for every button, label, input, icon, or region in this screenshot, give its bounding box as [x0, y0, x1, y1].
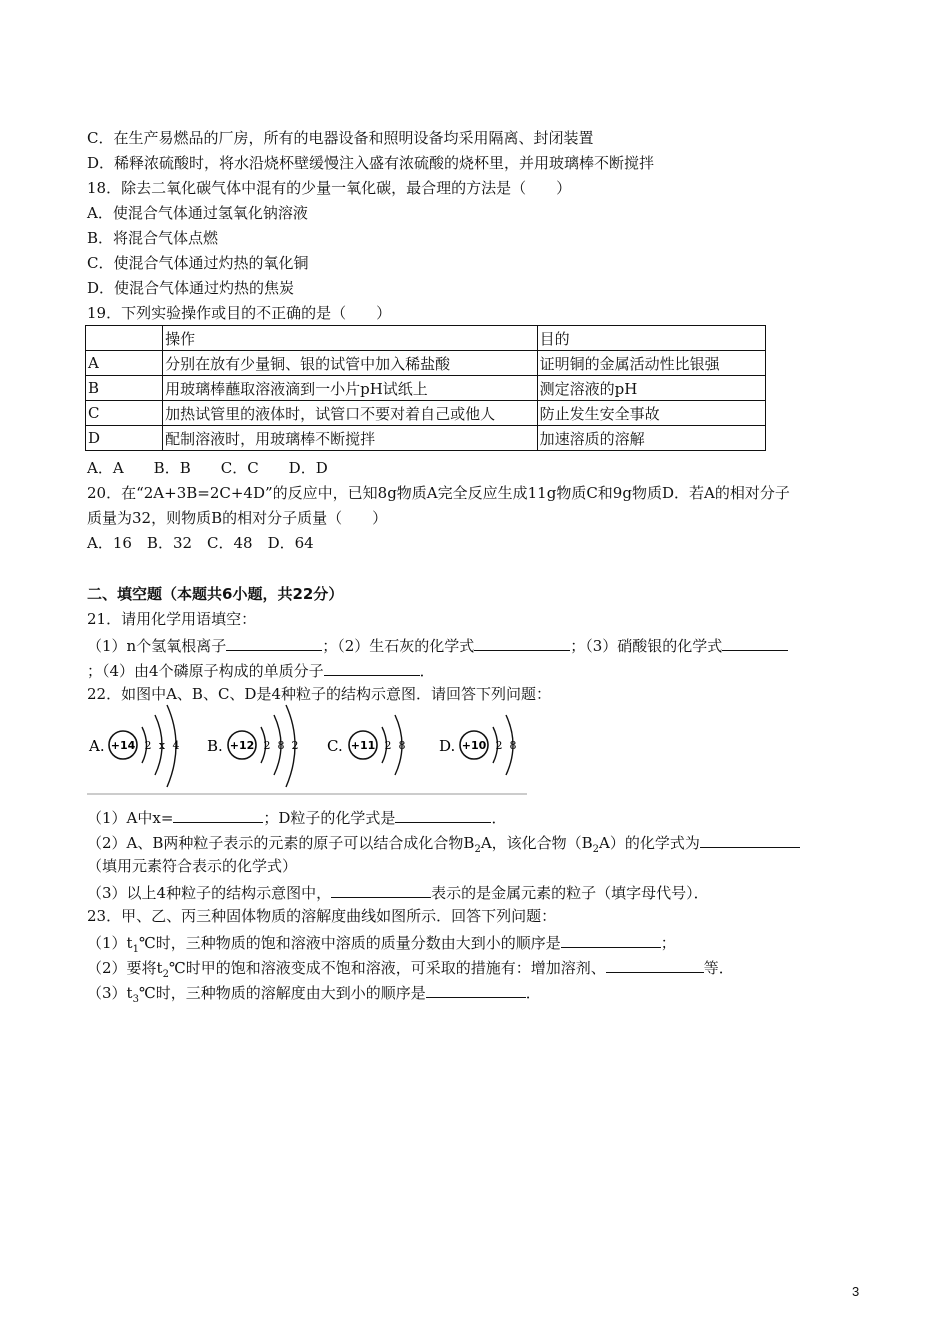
table-row	[86, 401, 766, 426]
table-cell: 防止发生安全事故	[537, 401, 765, 426]
table-cell: 用玻璃棒蘸取溶液滴到一小片pH试纸上	[163, 376, 538, 401]
q21-line2	[87, 659, 435, 681]
q21-end: ．	[419, 662, 435, 680]
q19-options: A．A B．B C．C D．D	[87, 459, 328, 477]
q23-s3-part-a: （3）t	[87, 984, 133, 1002]
answer-blank[interactable]	[561, 931, 661, 948]
q22-s2-part-c: A）的化学式为	[599, 834, 700, 852]
answer-blank[interactable]	[331, 881, 431, 898]
shell-electrons: x	[158, 739, 166, 752]
shell-electrons: 2	[495, 739, 503, 752]
answer-blank[interactable]	[700, 831, 800, 848]
q19-stem: 19．下列实验操作或目的不正确的是（ ）	[87, 304, 392, 322]
shell-electrons: 8	[509, 739, 517, 752]
nucleus-charge: +14	[110, 739, 136, 752]
q23-stem: 23．甲、乙、丙三种固体物质的溶解度曲线如图所示．回答下列问题：	[87, 907, 557, 925]
q22-s1-part-a: （1）A中x=	[87, 809, 174, 827]
table-cell: 加热试管里的液体时，试管口不要对着自己或他人	[163, 401, 538, 426]
particle-label: D.	[439, 737, 456, 755]
particle-c	[327, 715, 406, 775]
answer-blank[interactable]	[324, 659, 420, 676]
table-row	[86, 426, 766, 451]
q22-sub1	[87, 806, 506, 828]
shell-electrons: 2	[263, 739, 271, 752]
nucleus-charge: +11	[350, 739, 376, 752]
subscript: 2	[474, 844, 481, 855]
nucleus-charge: +10	[461, 739, 487, 752]
q18-option-a: A．使混合气体通过氢氧化钠溶液	[87, 204, 308, 222]
table-cell: B	[86, 376, 163, 401]
q22-sub2-line2: （填用元素符合表示的化学式）	[87, 857, 298, 875]
q22-s2-part-a: （2）A、B两种粒子表示的元素的原子可以结合成化合物B	[87, 834, 475, 852]
nucleus-charge: +12	[229, 739, 255, 752]
table-cell: 分别在放有少量铜、银的试管中加入稀盐酸	[163, 351, 538, 376]
page-number: 3	[852, 1284, 860, 1299]
table-cell: 测定溶液的pH	[537, 376, 765, 401]
q22-s1-end: ．	[491, 809, 507, 827]
q21-line1	[87, 634, 788, 656]
q23-s2-end: 等．	[703, 959, 734, 977]
table-cell: D	[86, 426, 163, 451]
q21-stem: 21．请用化学用语填空：	[87, 610, 257, 628]
table-header-cell: 操作	[163, 326, 538, 351]
answer-blank[interactable]	[226, 634, 322, 651]
answer-blank[interactable]	[173, 806, 263, 823]
q18-option-b: B．将混合气体点燃	[87, 229, 219, 247]
particle-label: C.	[327, 737, 343, 755]
table-header-row	[86, 326, 766, 351]
q23-s2-part-a: （2）要将t	[87, 959, 163, 977]
answer-blank[interactable]	[426, 981, 526, 998]
shell-electrons: 8	[398, 739, 406, 752]
q18-option-d: D．使混合气体通过灼热的焦炭	[87, 279, 295, 297]
q22-stem: 22．如图中A、B、C、D是4种粒子的结构示意图．请回答下列问题：	[87, 685, 551, 703]
q23-sub3	[87, 981, 541, 1010]
shell-electrons: 2	[384, 739, 392, 752]
q23-s2-part-b: ℃时甲的饱和溶液变成不饱和溶液，可采取的措施有：增加溶剂、	[168, 959, 606, 977]
section-title: 二、填空题（本题共6小题，共22分）	[87, 585, 344, 603]
q22-s3-part-b: 表示的是金属元素的粒子（填字母代号）．	[431, 884, 709, 902]
q22-s2-part-b: A，该化合物（B	[480, 834, 593, 852]
q20-stem-line2: 质量为32，则物质B的相对分子质量（ ）	[87, 509, 388, 527]
answer-blank[interactable]	[722, 634, 788, 651]
q21-part2: ；（2）生石灰的化学式	[322, 637, 475, 655]
q23-s1-part-a: （1）t	[87, 934, 133, 952]
particle-d	[439, 715, 517, 775]
q22-s1-part-b: ；D粒子的化学式是	[263, 809, 396, 827]
q22-s3-part-a: （3）以上4种粒子的结构示意图中，	[87, 884, 332, 902]
particle-label: A.	[89, 737, 105, 755]
particle-structure-diagram	[87, 697, 527, 797]
q18-option-c: C．使混合气体通过灼热的氧化铜	[87, 254, 309, 272]
table-cell: A	[86, 351, 163, 376]
table-row	[86, 351, 766, 376]
q21-part4: ；（4）由4个磷原子构成的单质分子	[87, 662, 324, 680]
q18-stem: 18．除去二氧化碳气体中混有的少量一氧化碳，最合理的方法是（ ）	[87, 179, 572, 197]
shell-electrons: 2	[291, 739, 299, 752]
q23-s1-end: ；	[660, 934, 676, 952]
shell-electrons: 4	[172, 739, 180, 752]
table-cell: 加速溶质的溶解	[537, 426, 765, 451]
q17-option-d: D．稀释浓硫酸时，将水沿烧杯壁缓慢注入盛有浓硫酸的烧杯里，并用玻璃棒不断搅拌	[87, 154, 655, 172]
q19-table	[85, 325, 766, 451]
particle-b	[207, 705, 299, 787]
q20-options: A．16 B．32 C．48 D．64	[87, 534, 314, 552]
table-cell: 配制溶液时，用玻璃棒不断搅拌	[163, 426, 538, 451]
table-cell: 证明铜的金属活动性比银强	[537, 351, 765, 376]
q21-part3: ；（3）硝酸银的化学式	[570, 637, 723, 655]
particle-a	[88, 705, 180, 787]
subscript: 3	[132, 994, 139, 1005]
table-header-cell	[86, 326, 163, 351]
answer-blank[interactable]	[395, 806, 491, 823]
q20-stem-line1: 20．在“2A+3B=2C+4D”的反应中，已知8g物质A完全反应生成11g物质C和9g物质D．若A的相对分子	[87, 484, 790, 502]
q23-s3-end: ．	[525, 984, 541, 1002]
shell-electrons: 2	[144, 739, 152, 752]
answer-blank[interactable]	[606, 956, 704, 973]
q23-s3-part-b: ℃时，三种物质的溶解度由大到小的顺序是	[138, 984, 426, 1002]
particle-label: B.	[207, 737, 223, 755]
q17-option-c: C．在生产易燃品的厂房，所有的电器设备和照明设备均采用隔离、封闭装置	[87, 129, 594, 147]
answer-blank[interactable]	[474, 634, 570, 651]
subscript: 1	[132, 944, 139, 955]
table-header-cell: 目的	[537, 326, 765, 351]
subscript: 2	[162, 969, 169, 980]
table-row	[86, 376, 766, 401]
q21-part1: （1）n个氢氧根离子	[87, 637, 227, 655]
table-cell: C	[86, 401, 163, 426]
shell-electrons: 8	[277, 739, 285, 752]
q22-sub3	[87, 881, 709, 903]
subscript: 2	[592, 844, 600, 855]
q23-s1-part-b: ℃时，三种物质的饱和溶液中溶质的质量分数由大到小的顺序是	[138, 934, 561, 952]
